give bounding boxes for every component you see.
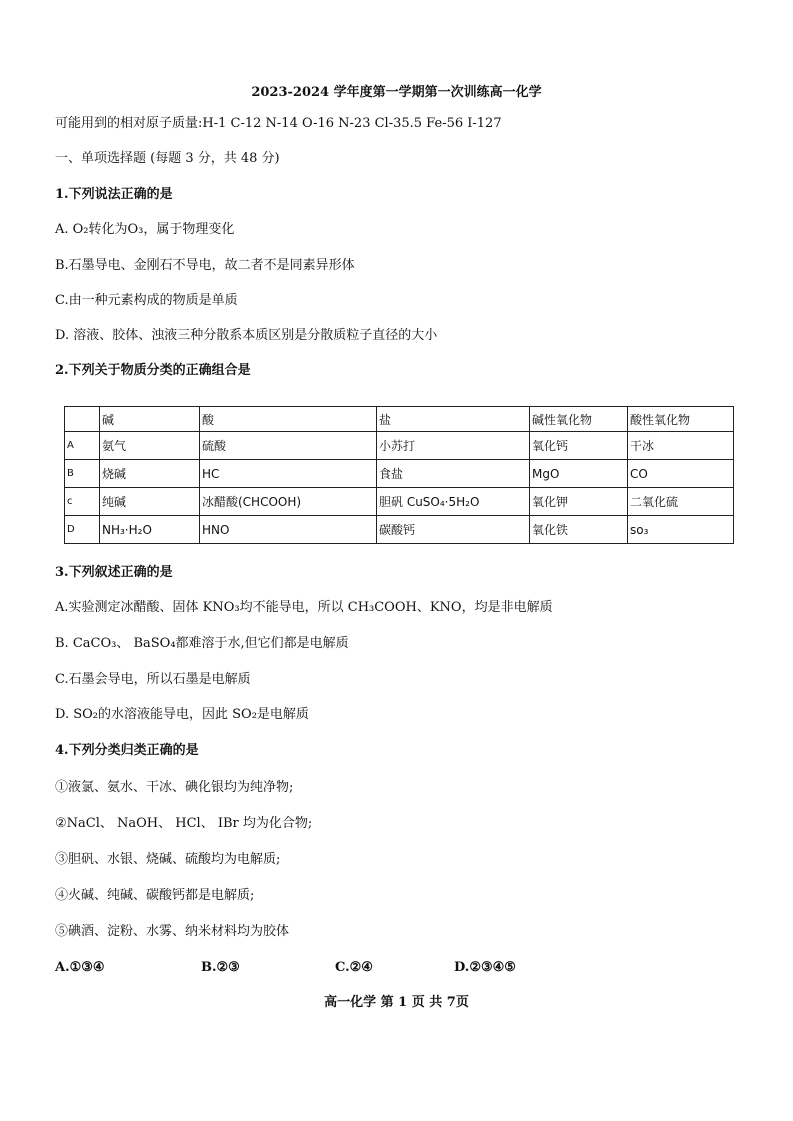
table-cell: NH₃·H₂O xyxy=(100,516,200,544)
table-row xyxy=(65,488,734,516)
table-cell: D xyxy=(65,516,100,544)
table-cell: 氧化钾 xyxy=(530,488,628,516)
q3-option-d: D. SO₂的水溶液能导电，因此 SO₂是电解质 xyxy=(55,707,309,722)
table-cell: 胆矾 CuSO₄·5H₂O xyxy=(377,488,530,516)
q4-item-4: ④火碱、纯碱、碳酸钙都是电解质; xyxy=(55,888,255,903)
table-cell: HNO xyxy=(200,516,377,544)
table-cell: CO xyxy=(628,460,734,488)
table-cell: 氧化钙 xyxy=(530,432,628,460)
table-cell: c xyxy=(65,488,100,516)
q4-item-3: ③胆矾、水银、烧碱、硫酸均为电解质; xyxy=(55,852,281,867)
table-cell: 酸 xyxy=(200,407,377,432)
page-title: 2023-2024 学年度第一学期第一次训练高一化学 xyxy=(251,85,542,100)
table-cell: 盐 xyxy=(377,407,530,432)
q1-option-a: A. O₂转化为O₃，属于物理变化 xyxy=(55,222,235,237)
q2-stem: 2.下列关于物质分类的正确组合是 xyxy=(55,363,251,378)
table-cell: 氧化铁 xyxy=(530,516,628,544)
table-cell: 氨气 xyxy=(100,432,200,460)
table-cell: 酸性氧化物 xyxy=(628,407,734,432)
table-cell xyxy=(65,407,100,432)
q4-item-1: ①液氯、氨水、干冰、碘化银均为纯净物; xyxy=(55,780,294,795)
section-heading: 一、单项选择题 (每题 3 分，共 48 分) xyxy=(55,151,280,166)
q4-option-c: C.②④ xyxy=(335,960,373,975)
q3-option-c: C.石墨会导电，所以石墨是电解质 xyxy=(55,672,251,687)
q4-item-5: ⑤碘酒、淀粉、水雾、纳米材料均为胶体 xyxy=(55,924,290,939)
table-cell: 冰醋酸(CHCOOH) xyxy=(200,488,377,516)
table-header-row xyxy=(65,407,734,432)
q4-stem: 4.下列分类归类正确的是 xyxy=(55,743,199,758)
q1-stem: 1.下列说法正确的是 xyxy=(55,187,173,202)
table-row xyxy=(65,432,734,460)
table-cell: 二氧化硫 xyxy=(628,488,734,516)
table-cell: A xyxy=(65,432,100,460)
table-cell: 硫酸 xyxy=(200,432,377,460)
q1-option-d: D. 溶液、胶体、浊液三种分散系本质区别是分散质粒子直径的大小 xyxy=(55,328,438,343)
q4-option-a: A.①③④ xyxy=(55,960,105,975)
q3-stem: 3.下列叙述正确的是 xyxy=(55,565,173,580)
table-cell: HC xyxy=(200,460,377,488)
table-cell: 碱 xyxy=(100,407,200,432)
classification-table xyxy=(64,406,734,544)
atomic-masses: 可能用到的相对原子质量:H-1 C-12 N-14 O-16 N-23 Cl-35.5 Fe-56 I-127 xyxy=(55,116,502,131)
table-cell: 碳酸钙 xyxy=(377,516,530,544)
table-cell: 干冰 xyxy=(628,432,734,460)
table-cell: B xyxy=(65,460,100,488)
q4-item-2: ②NaCl、 NaOH、 HCl、 IBr 均为化合物; xyxy=(55,816,313,831)
page-footer: 高一化学 第 1 页 共 7页 xyxy=(324,995,469,1010)
q1-option-b: B.石墨导电、金刚石不导电，故二者不是同素异形体 xyxy=(55,258,355,273)
q4-option-d: D.②③④⑤ xyxy=(454,960,516,975)
q1-option-c: C.由一种元素构成的物质是单质 xyxy=(55,293,238,308)
table-row xyxy=(65,460,734,488)
table-cell: 食盐 xyxy=(377,460,530,488)
q4-option-b: B.②③ xyxy=(201,960,240,975)
table-cell: 烧碱 xyxy=(100,460,200,488)
table-cell: 小苏打 xyxy=(377,432,530,460)
q3-option-a: A.实验测定冰醋酸、固体 KNO₃均不能导电，所以 CH₃COOH、KNO，均是非电解质 xyxy=(55,600,553,615)
table-row xyxy=(65,516,734,544)
table-cell: 纯碱 xyxy=(100,488,200,516)
q3-option-b: B. CaCO₃、 BaSO₄都难溶于水,但它们都是电解质 xyxy=(55,636,349,651)
table-cell: so₃ xyxy=(628,516,734,544)
table-cell: 碱性氧化物 xyxy=(530,407,628,432)
table-cell: MgO xyxy=(530,460,628,488)
